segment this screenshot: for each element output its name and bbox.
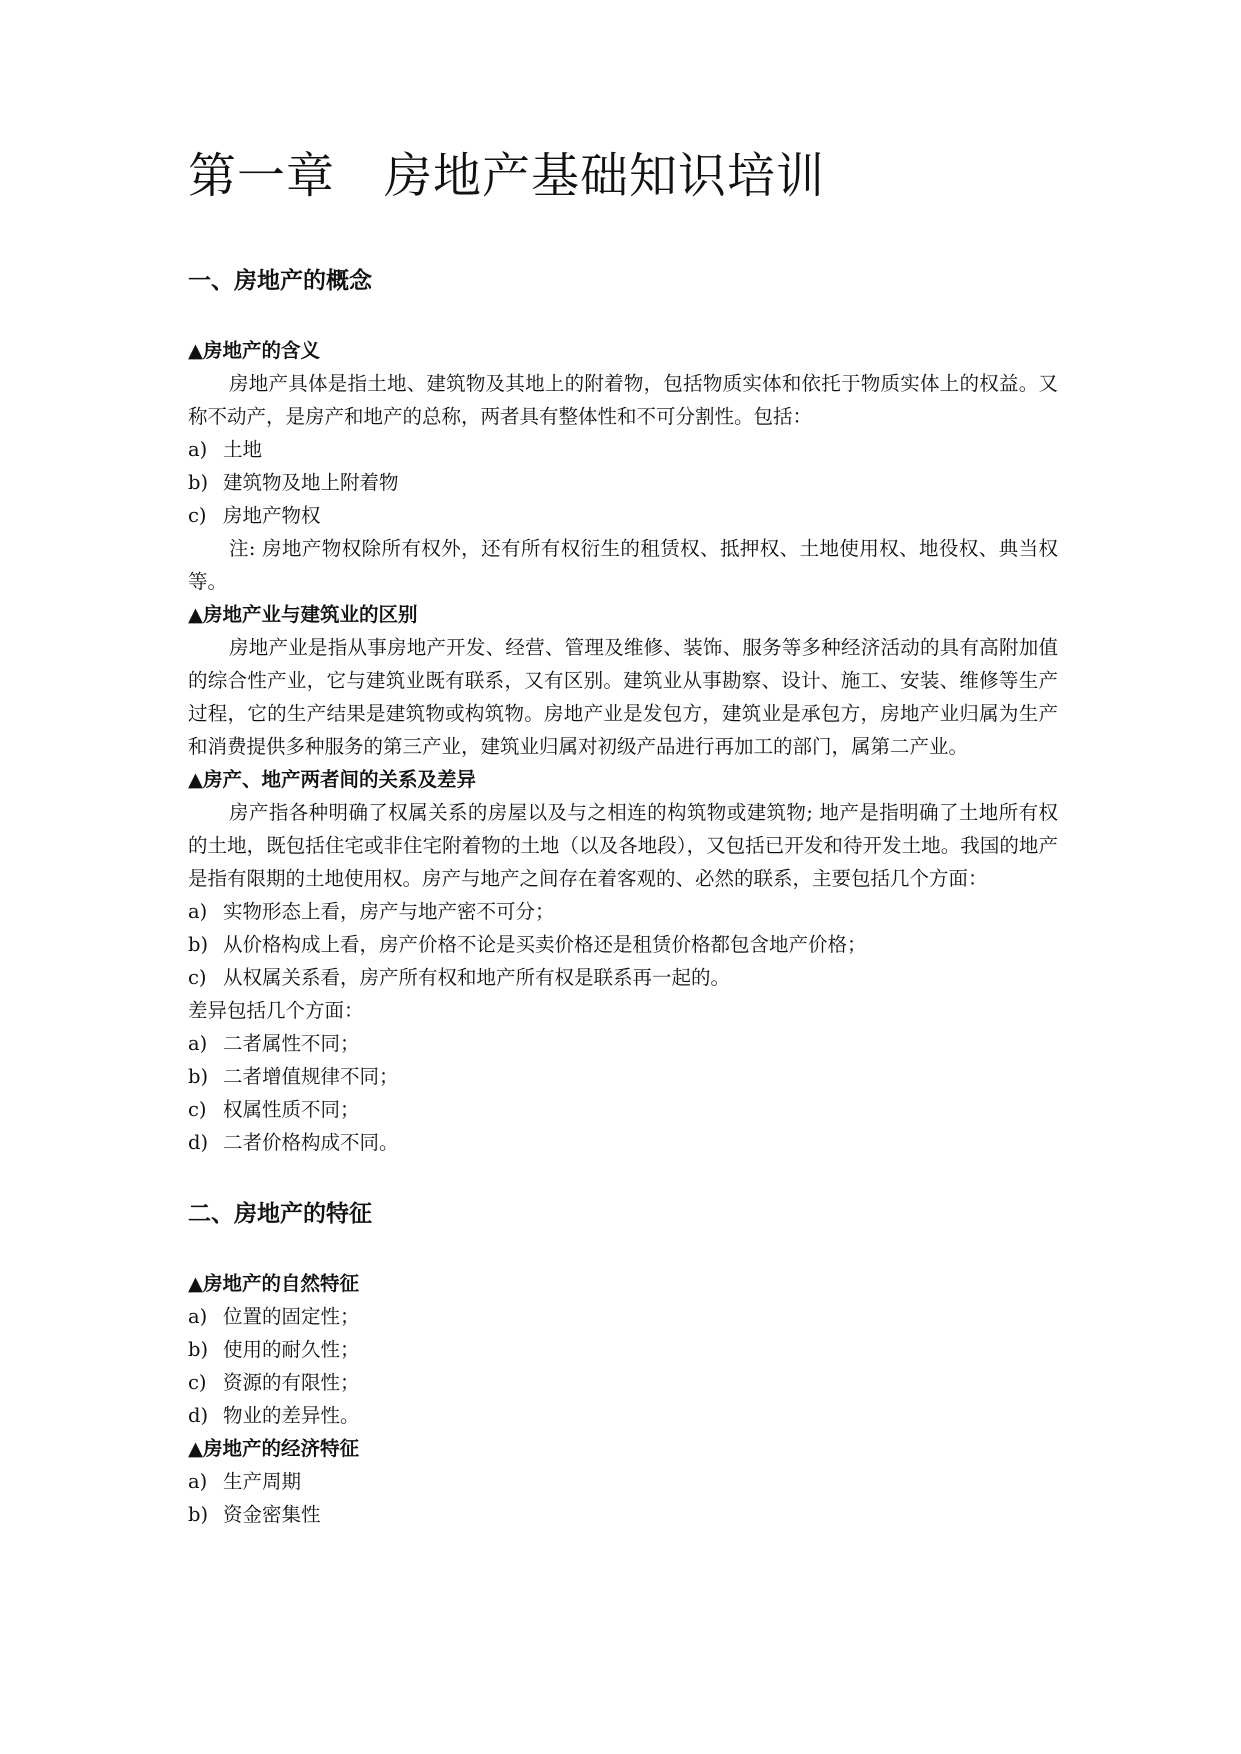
list-item <box>188 466 1058 499</box>
list-marker: c) <box>188 1098 207 1121</box>
list-item <box>188 895 1058 928</box>
list-item <box>188 1333 1058 1366</box>
list-marker: b) <box>188 1338 209 1361</box>
section-heading: 二、房地产的特征 <box>188 1201 372 1227</box>
list-text: 二者增值规律不同； <box>223 1065 399 1088</box>
list-text: 资金密集性 <box>223 1503 321 1526</box>
chapter-title: 第一章 房地产基础知识培训 <box>188 148 826 204</box>
subsection-heading: ▲房地产的自然特征 <box>188 1272 359 1295</box>
list-item <box>188 1498 1058 1531</box>
list-text: 实物形态上看，房产与地产密不可分； <box>223 900 555 923</box>
list-marker: a) <box>188 900 208 923</box>
diff-intro: 差异包括几个方面： <box>188 999 364 1022</box>
list-marker: c) <box>188 1371 207 1394</box>
subsection-heading: ▲房地产的含义 <box>188 339 320 362</box>
list-item <box>188 1093 1058 1126</box>
list-text: 位置的固定性； <box>223 1305 360 1328</box>
list-marker: a) <box>188 1305 208 1328</box>
list-item <box>188 499 1058 532</box>
list-text: 二者属性不同； <box>223 1032 360 1055</box>
subsection-heading: ▲房地产的经济特征 <box>188 1437 359 1460</box>
list-marker: a) <box>188 1470 208 1493</box>
list-marker: a) <box>188 438 208 461</box>
list-text: 生产周期 <box>223 1470 302 1493</box>
list-marker: b) <box>188 1065 209 1088</box>
list-marker: b) <box>188 933 209 956</box>
list-marker: d) <box>188 1404 209 1427</box>
list-text: 建筑物及地上附着物 <box>223 471 399 494</box>
list-item <box>188 1366 1058 1399</box>
subsection-heading: ▲房地产业与建筑业的区别 <box>188 603 418 626</box>
list-marker: d) <box>188 1131 209 1154</box>
list-text: 从权属关系看，房产所有权和地产所有权是联系再一起的。 <box>223 966 731 989</box>
section-heading: 一、房地产的概念 <box>188 268 372 294</box>
list-text: 土地 <box>223 438 263 461</box>
list-item <box>188 1126 1058 1159</box>
list-item <box>188 433 1058 466</box>
list-text: 房地产物权 <box>223 504 321 527</box>
paragraph: 房产指各种明确了权属关系的房屋以及与之相连的构筑物或建筑物; 地产是指明确了土地所有权的土地，既包括住宅或非住宅附着物的土地（以及各地段），又包括已开发和待开发土地。我国的地产是指有限期的土地使用权。房产与地产之间存在着客观的、必然的联系，主要包括几个方面： <box>188 801 1058 890</box>
list-marker: b) <box>188 471 209 494</box>
note-paragraph: 注: 房地产物权除所有权外，还有所有权衍生的租赁权、抵押权、土地使用权、地役权、典当权等。 <box>188 537 1058 593</box>
subsection-heading: ▲房产、地产两者间的关系及差异 <box>188 768 476 791</box>
document-page <box>188 140 1058 1531</box>
list-item <box>188 961 1058 994</box>
list-item <box>188 1300 1058 1333</box>
list-item <box>188 1027 1058 1060</box>
list-text: 资源的有限性； <box>223 1371 360 1394</box>
list-text: 权属性质不同； <box>223 1098 360 1121</box>
list-marker: b) <box>188 1503 209 1526</box>
paragraph: 房地产业是指从事房地产开发、经营、管理及维修、装饰、服务等多种经济活动的具有高附加值的综合性产业，它与建筑业既有联系，又有区别。建筑业从事勘察、设计、施工、安装、维修等生产过程，它的生产结果是建筑物或构筑物。房地产业是发包方，建筑业是承包方，房地产业归属为生产和消费提供多种服务的第三产业，建筑业归属对初级产品进行再加工的部门，属第二产业。 <box>188 636 1058 758</box>
list-text: 二者价格构成不同。 <box>223 1131 399 1154</box>
list-item <box>188 1399 1058 1432</box>
list-text: 使用的耐久性； <box>223 1338 360 1361</box>
list-marker: a) <box>188 1032 208 1055</box>
list-text: 物业的差异性。 <box>223 1404 360 1427</box>
list-item <box>188 1465 1058 1498</box>
list-text: 从价格构成上看，房产价格不论是买卖价格还是租赁价格都包含地产价格； <box>223 933 867 956</box>
list-item <box>188 1060 1058 1093</box>
list-marker: c) <box>188 966 207 989</box>
paragraph: 房地产具体是指土地、建筑物及其地上的附着物，包括物质实体和依托于物质实体上的权益。又称不动产，是房产和地产的总称，两者具有整体性和不可分割性。包括： <box>188 372 1058 428</box>
list-marker: c) <box>188 504 207 527</box>
list-item <box>188 928 1058 961</box>
